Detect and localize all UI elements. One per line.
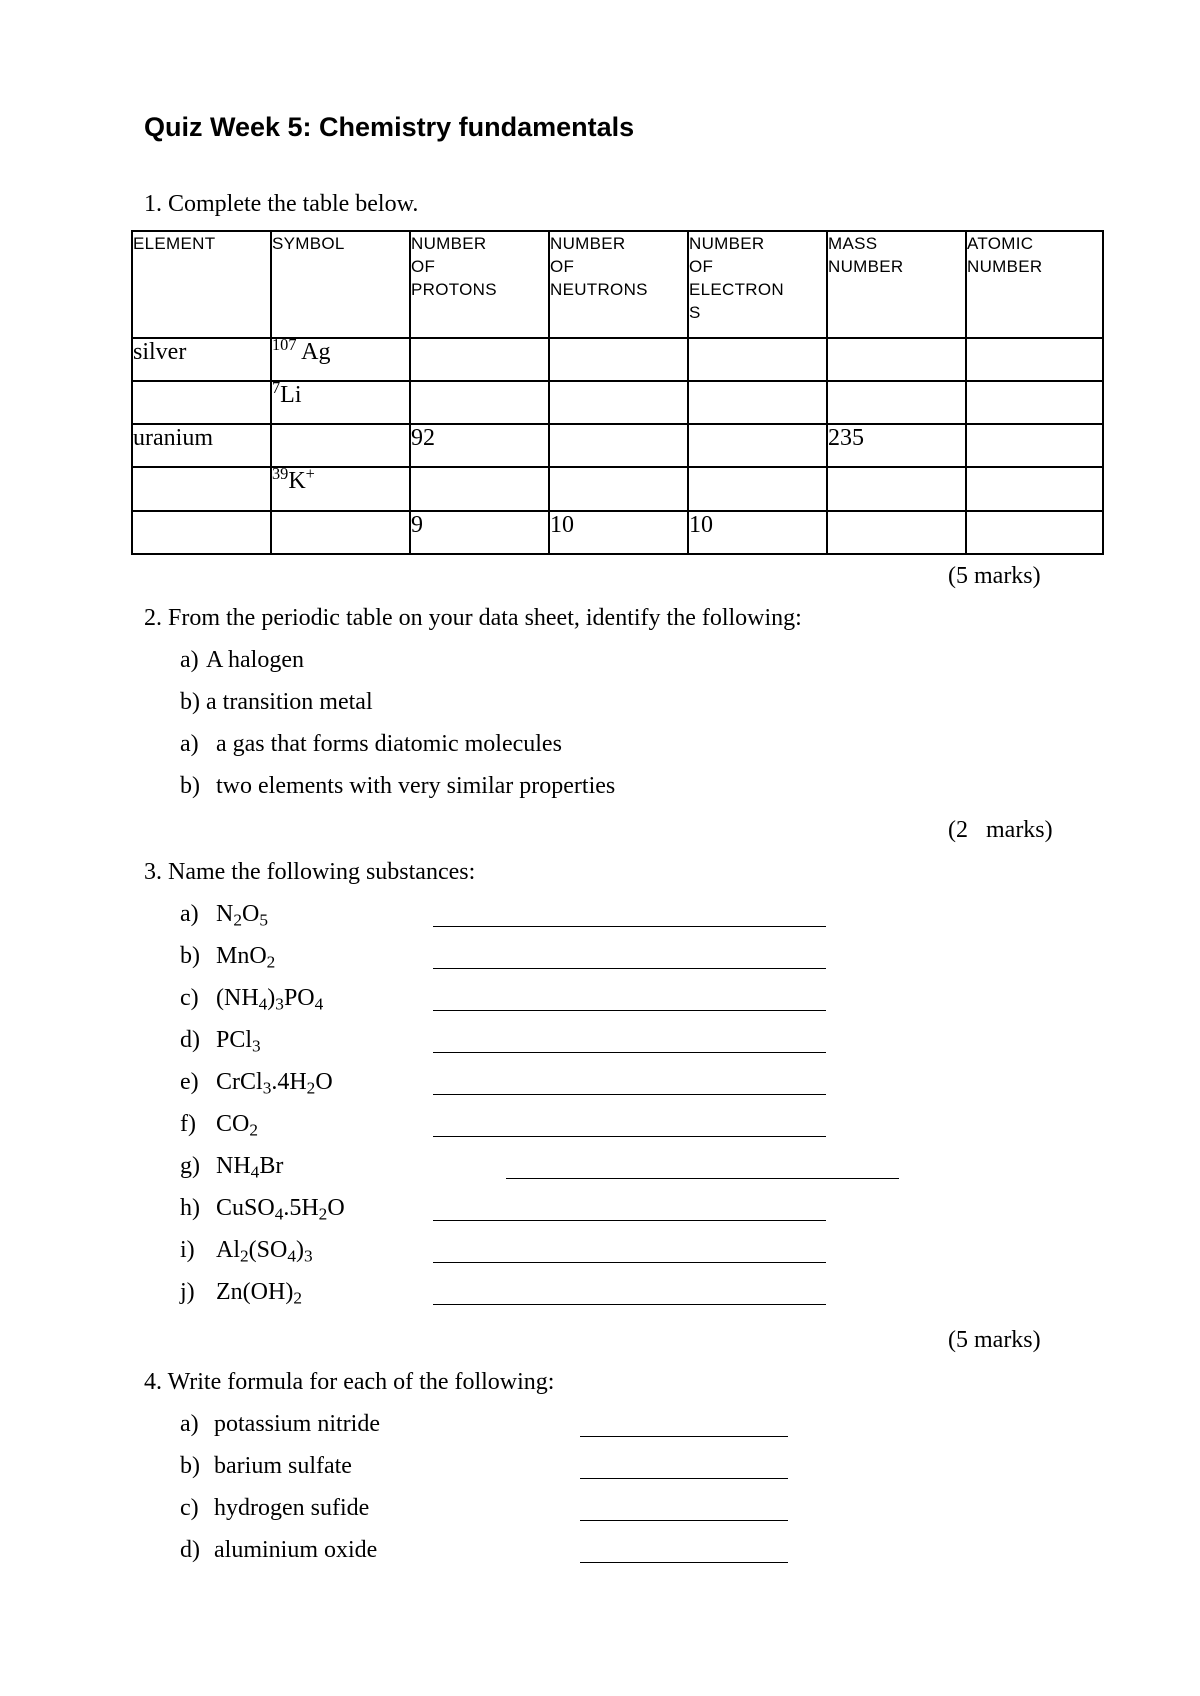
- chemical-formula: [216, 1110, 258, 1138]
- symbol-cell[interactable]: [271, 377, 410, 424]
- header-label-line: ATOMIC: [967, 234, 1034, 253]
- header-label-line: PROTONS: [411, 280, 497, 299]
- neutrons-cell[interactable]: 10: [549, 511, 688, 554]
- element-symbol: K: [288, 468, 306, 495]
- formula-subscript: 2: [233, 910, 242, 930]
- electrons-cell[interactable]: [688, 467, 827, 510]
- q2-marks: (2 marks): [948, 817, 1053, 843]
- mass-number-cell[interactable]: [827, 511, 966, 554]
- formula-text: CuSO: [216, 1195, 275, 1221]
- formula-subscript: 3: [262, 1078, 272, 1098]
- formula-subscript: 2: [249, 1120, 258, 1140]
- table-header-cell: [132, 231, 271, 338]
- element-cell[interactable]: [132, 381, 271, 424]
- header-label-line: NEUTRONS: [550, 280, 648, 299]
- page-title: Quiz Week 5: Chemistry fundamentals: [144, 112, 635, 142]
- formula-subscript: 4: [287, 1246, 296, 1266]
- mass-number-cell[interactable]: 235: [827, 424, 966, 467]
- table-header-cell: [549, 231, 688, 338]
- atomic-number-cell[interactable]: [966, 338, 1103, 381]
- answer-line[interactable]: [506, 1154, 899, 1179]
- element-cell[interactable]: silver: [132, 338, 271, 381]
- table-row: [132, 467, 1103, 510]
- symbol-cell[interactable]: [271, 334, 410, 381]
- protons-cell[interactable]: [410, 338, 549, 381]
- answer-line[interactable]: [580, 1496, 788, 1521]
- q4-item-text: aluminium oxide: [214, 1537, 378, 1563]
- answer-line[interactable]: [433, 1196, 826, 1221]
- formula-subscript: 3: [275, 994, 284, 1014]
- formula-text: ): [267, 985, 276, 1011]
- formula-subscript: 2: [266, 952, 276, 972]
- symbol-cell[interactable]: [271, 464, 410, 510]
- q4-prompt: 4. Write formula for each of the following:: [144, 1369, 555, 1395]
- formula-subscript: 4: [258, 994, 268, 1014]
- header-label-line: OF: [550, 257, 575, 276]
- table-row: [132, 424, 1103, 467]
- protons-cell[interactable]: [410, 467, 549, 510]
- atomic-number-cell[interactable]: [966, 511, 1103, 554]
- formula-text: O: [315, 1069, 333, 1095]
- chemical-formula: [216, 942, 275, 970]
- protons-cell[interactable]: 9: [410, 511, 549, 554]
- mass-number-cell[interactable]: [827, 338, 966, 381]
- electrons-cell[interactable]: 10: [688, 511, 827, 554]
- chemical-formula: [216, 1152, 283, 1180]
- q4-item-text: potassium nitride: [214, 1411, 380, 1437]
- chemical-formula: [216, 1278, 302, 1306]
- answer-line[interactable]: [433, 902, 826, 927]
- header-label-line: NUMBER: [689, 234, 765, 253]
- answer-line[interactable]: [433, 1070, 826, 1095]
- answer-line[interactable]: [433, 986, 826, 1011]
- formula-text: O: [241, 901, 260, 927]
- q2-item-text: a gas that forms diatomic molecules: [216, 731, 562, 757]
- q3-item-label: j): [180, 1279, 195, 1305]
- q2-item-label: b): [180, 689, 200, 715]
- q3-item-label: i): [180, 1237, 195, 1263]
- table-row: [132, 381, 1103, 424]
- formula-text: N: [216, 901, 234, 927]
- formula-subscript: 4: [314, 994, 324, 1014]
- formula-text: (NH: [216, 985, 259, 1011]
- neutrons-cell[interactable]: [549, 381, 688, 424]
- table-header-row: [132, 231, 1103, 338]
- header-label-line: NUMBER: [967, 257, 1043, 276]
- electrons-cell[interactable]: [688, 424, 827, 467]
- chemical-formula: [216, 1068, 333, 1096]
- table-header-cell: [827, 231, 966, 338]
- mass-superscript: 7: [272, 377, 281, 397]
- protons-cell[interactable]: [410, 381, 549, 424]
- symbol-cell[interactable]: [271, 424, 410, 467]
- q4-item-label: a): [180, 1411, 199, 1437]
- header-label-line: NUMBER: [828, 257, 904, 276]
- q3-item-label: f): [180, 1111, 196, 1137]
- formula-subscript: 2: [240, 1246, 249, 1266]
- formula-text: Al: [216, 1237, 240, 1263]
- q4-item-label: d): [180, 1537, 200, 1563]
- table-header-cell: [410, 231, 549, 338]
- formula-subscript: 2: [306, 1078, 316, 1098]
- header-label-line: NUMBER: [411, 234, 487, 253]
- q2-prompt: 2. From the periodic table on your data sheet, identify the following:: [144, 605, 802, 631]
- header-label-line: NUMBER: [550, 234, 626, 253]
- mass-superscript: 107: [272, 334, 297, 354]
- q3-prompt: 3. Name the following substances:: [144, 859, 476, 885]
- charge-superscript: +: [305, 464, 315, 484]
- q1-table: [131, 230, 1104, 555]
- mass-superscript: 39: [272, 464, 289, 484]
- header-label-line: S: [689, 303, 701, 322]
- answer-line[interactable]: [433, 944, 826, 969]
- formula-text: (SO: [248, 1237, 288, 1263]
- header-label-line: OF: [689, 257, 714, 276]
- formula-text: Zn(OH): [216, 1279, 294, 1305]
- answer-line[interactable]: [580, 1538, 788, 1563]
- mass-number-cell[interactable]: [827, 381, 966, 424]
- neutrons-cell[interactable]: [549, 338, 688, 381]
- atomic-number-cell[interactable]: [966, 381, 1103, 424]
- neutrons-cell[interactable]: [549, 424, 688, 467]
- q1-marks: (5 marks): [948, 563, 1041, 589]
- chemical-formula: [216, 900, 268, 928]
- q3-item-label: b): [180, 943, 200, 969]
- formula-text: .4H: [271, 1069, 307, 1095]
- q3-item-label: d): [180, 1027, 200, 1053]
- q3-marks: (5 marks): [948, 1327, 1041, 1353]
- electrons-cell[interactable]: [688, 381, 827, 424]
- table-header-cell: [688, 231, 827, 338]
- q4-item-text: hydrogen sufide: [214, 1495, 370, 1521]
- q2-item-text: two elements with very similar properties: [216, 773, 616, 799]
- answer-line[interactable]: [580, 1412, 788, 1437]
- formula-text: CO: [216, 1111, 250, 1137]
- formula-subscript: 3: [252, 1036, 261, 1056]
- q2-item-text: a transition metal: [206, 689, 373, 715]
- q3-item-label: a): [180, 901, 199, 927]
- answer-line[interactable]: [433, 1238, 826, 1263]
- formula-subscript: 5: [259, 910, 268, 930]
- formula-subscript: 4: [274, 1204, 284, 1224]
- element-symbol: Ag: [296, 338, 331, 365]
- element-cell[interactable]: [132, 511, 271, 554]
- formula-subscript: 4: [250, 1162, 260, 1182]
- formula-text: NH: [216, 1153, 251, 1179]
- chemical-formula: [216, 984, 323, 1012]
- q3-item-label: e): [180, 1069, 199, 1095]
- answer-line[interactable]: [433, 1028, 826, 1053]
- table-row: [132, 338, 1103, 381]
- atomic-number-cell[interactable]: [966, 424, 1103, 467]
- element-symbol: Li: [280, 381, 302, 408]
- mass-number-cell[interactable]: [827, 467, 966, 510]
- formula-subscript: 2: [293, 1288, 302, 1308]
- formula-text: O: [327, 1195, 345, 1221]
- element-cell[interactable]: [132, 467, 271, 510]
- header-label-line: MASS: [828, 234, 878, 253]
- table-row: [132, 511, 1103, 554]
- header-label-line: ELEMENT: [133, 234, 216, 253]
- symbol-cell[interactable]: [271, 511, 410, 554]
- header-label-line: SYMBOL: [272, 234, 345, 253]
- formula-text: Br: [259, 1153, 284, 1179]
- q3-item-label: g): [180, 1153, 200, 1179]
- q3-item-label: h): [180, 1195, 200, 1221]
- table-header-cell: [966, 231, 1103, 338]
- header-label-line: OF: [411, 257, 436, 276]
- q4-item-text: barium sulfate: [214, 1453, 352, 1479]
- table-header-cell: [271, 231, 410, 338]
- q2-item-text: A halogen: [206, 647, 304, 673]
- answer-line[interactable]: [433, 1112, 826, 1137]
- formula-text: MnO: [216, 943, 267, 969]
- q3-item-label: c): [180, 985, 199, 1011]
- formula-text: PO: [283, 985, 315, 1011]
- chemical-formula: [216, 1026, 261, 1054]
- protons-cell[interactable]: 92: [410, 424, 549, 467]
- q2-item-label: a): [180, 731, 199, 757]
- neutrons-cell[interactable]: [549, 467, 688, 510]
- q4-item-label: b): [180, 1453, 200, 1479]
- formula-subscript: 3: [303, 1246, 313, 1266]
- chemical-formula: [216, 1236, 313, 1264]
- q1-prompt: 1. Complete the table below.: [144, 191, 419, 217]
- formula-subscript: 2: [318, 1204, 328, 1224]
- q4-item-label: c): [180, 1495, 199, 1521]
- header-label-line: ELECTRON: [689, 280, 784, 299]
- answer-line[interactable]: [433, 1280, 826, 1305]
- q2-item-label: b): [180, 773, 200, 799]
- formula-text: PCl: [216, 1027, 253, 1053]
- element-cell[interactable]: uranium: [132, 424, 271, 467]
- electrons-cell[interactable]: [688, 338, 827, 381]
- atomic-number-cell[interactable]: [966, 467, 1103, 510]
- chemical-formula: [216, 1194, 345, 1222]
- formula-text: CrCl: [216, 1069, 263, 1095]
- formula-text: ): [295, 1237, 304, 1263]
- formula-text: .5H: [283, 1195, 319, 1221]
- q2-item-label: a): [180, 647, 199, 673]
- answer-line[interactable]: [580, 1454, 788, 1479]
